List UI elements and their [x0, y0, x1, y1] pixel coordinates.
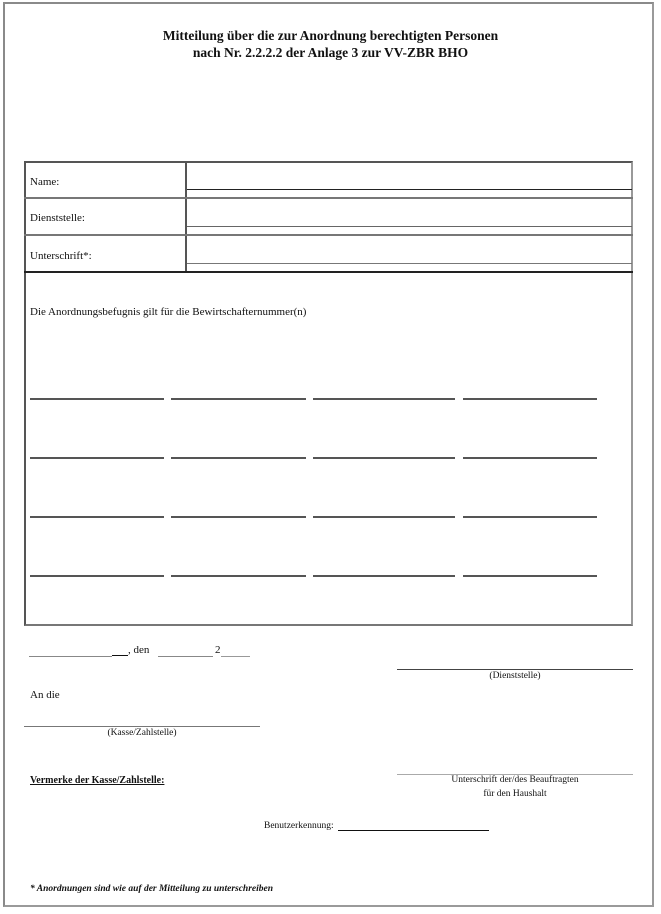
bewirtschafternummer-field[interactable] — [171, 561, 306, 577]
bewirtschafternummer-field[interactable] — [313, 561, 455, 577]
den-label: , den — [128, 644, 150, 656]
bewirtschafternummer-field[interactable] — [171, 384, 306, 400]
kasse-line — [24, 726, 260, 727]
bewirtschafternummer-field[interactable] — [30, 443, 164, 459]
benutzerkennung-field[interactable] — [338, 820, 489, 831]
title-line-2: nach Nr. 2.2.2.2 der Anlage 3 zur VV-ZBR BHO — [192, 45, 469, 60]
dienststelle-underline — [187, 226, 632, 227]
bewirtschafternummer-field[interactable] — [313, 443, 455, 459]
unterschrift-label: Unterschrift*: — [30, 250, 92, 262]
authority-text: Die Anordnungsbefugnis gilt für die Bewirtschafternummer(n) — [30, 306, 307, 318]
bewirtschafternummer-field[interactable] — [463, 384, 597, 400]
benutzerkennung-label: Benutzerkennung: — [264, 821, 334, 831]
name-label: Name: — [30, 176, 60, 188]
bewirtschafternummer-field[interactable] — [313, 384, 455, 400]
date-field[interactable] — [158, 644, 213, 657]
unterschrift-underline — [187, 263, 632, 264]
bewirtschafternummer-field[interactable] — [30, 384, 164, 400]
dienststelle-field[interactable] — [190, 201, 630, 223]
bewirtschafternummer-field[interactable] — [463, 561, 597, 577]
signature-caption-1: Unterschrift der/des Beauftragten — [451, 775, 579, 785]
table-row-divider — [24, 234, 633, 236]
place-field-end — [112, 655, 128, 656]
table-row-divider — [24, 271, 633, 273]
dienststelle-caption: (Dienststelle) — [489, 671, 541, 681]
place-field[interactable] — [29, 644, 112, 657]
table-row-divider — [24, 197, 633, 199]
signature-caption-2: für den Haushalt — [483, 789, 547, 799]
bewirtschafternummer-field[interactable] — [463, 443, 597, 459]
name-field[interactable] — [190, 165, 630, 187]
bewirtschafternummer-field[interactable] — [313, 502, 455, 518]
year-field[interactable] — [221, 644, 250, 657]
dienststelle-label: Dienststelle: — [30, 212, 85, 224]
bewirtschafternummer-field[interactable] — [463, 502, 597, 518]
dienststelle-signature-line — [397, 669, 633, 670]
footnote: * Anordnungen sind wie auf der Mitteilung zu unterschreiben — [30, 884, 274, 894]
year-prefix: 2 — [215, 644, 221, 656]
an-die-label: An die — [30, 689, 60, 701]
name-underline — [187, 189, 632, 190]
bewirtschafternummer-field[interactable] — [171, 443, 306, 459]
unterschrift-field[interactable] — [190, 238, 630, 260]
bewirtschafternummer-field[interactable] — [30, 561, 164, 577]
vermerke-heading: Vermerke der Kasse/Zahlstelle: — [30, 775, 165, 786]
bewirtschafternummer-field[interactable] — [30, 502, 164, 518]
title-line-1: Mitteilung über die zur Anordnung berechtigten Personen — [162, 28, 499, 43]
table-column-divider — [185, 161, 187, 272]
bewirtschafternummer-field[interactable] — [171, 502, 306, 518]
kasse-caption: (Kasse/Zahlstelle) — [107, 728, 177, 738]
